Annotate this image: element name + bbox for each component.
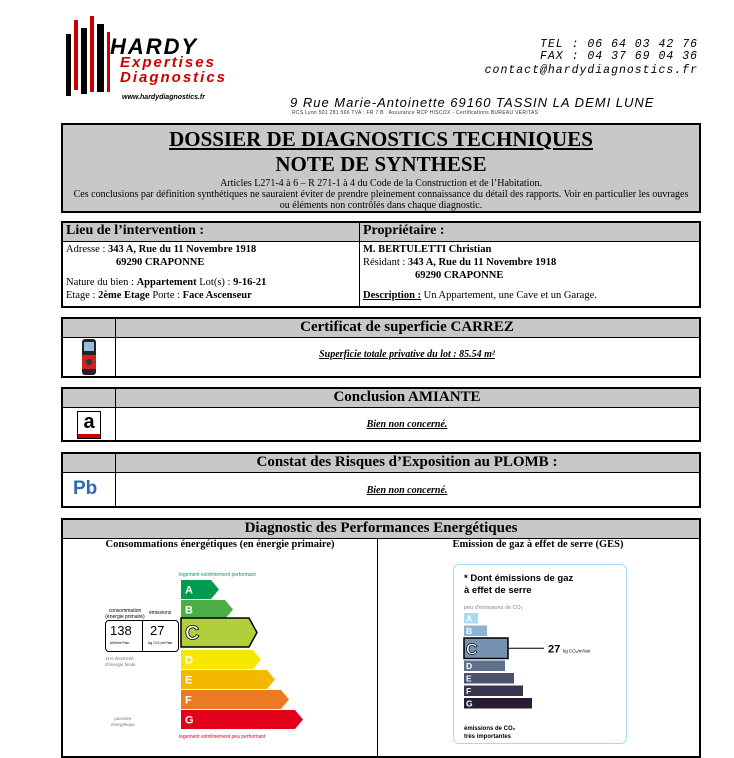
- location-heading: Lieu de l’intervention :: [66, 223, 205, 238]
- energy-bars: [103, 568, 363, 748]
- location-details: Adresse : 343 A, Rue du 11 Novembre 1918 69290 CRAPONNE Nature du bien : Appartement Lot(s) : 9-16-21 Etage : 2ème Etage Porte : Face Ascenseur: [66, 243, 356, 302]
- consumption-value: 138: [110, 623, 132, 638]
- ges-top-label: peu d'émissions de CO₂: [464, 605, 523, 611]
- ges-bar-letter-f: F: [466, 686, 472, 696]
- owner-city: 69290 CRAPONNE: [415, 270, 504, 281]
- energy-bar-letter-b: B: [185, 604, 193, 617]
- location-city: 69290 CRAPONNE: [116, 257, 205, 268]
- ges-title: * Dont émissions de gaz à effet de serre: [464, 573, 574, 596]
- document-title: DOSSIER DE DIAGNOSTICS TECHNIQUES: [169, 127, 593, 151]
- energy-bar-letter-c: C: [185, 622, 200, 645]
- disclaimer-text: Ces conclusions par définition synthétiques ne sauraient éviter de prendre pleinement connaissance du détail des rapports. Voir en particulier les ouvrages ou éléments non contrôlés dans chaque diagnostic.: [73, 189, 689, 211]
- energy-performance-section: [61, 518, 701, 758]
- asbestos-section: [61, 387, 701, 442]
- ges-bottom-label: émissions de CO₂ très importantes: [464, 726, 516, 740]
- ges-bar-letter-a: A: [466, 613, 473, 624]
- fax-number: FAX : 04 37 69 04 36: [539, 50, 698, 63]
- property-description: Un Appartement, une Cave et un Garage.: [421, 290, 597, 301]
- company-logo: [62, 14, 262, 104]
- logo-expertises: Expertises: [120, 54, 216, 71]
- energy-bar-letter-a: A: [185, 584, 193, 597]
- owner-details: M. BERTULETTI Christian Résidant : 343 A, Rue du 11 Novembre 1918 69290 CRAPONNE Description : Un Appartement, une Cave et un Garage.: [363, 243, 693, 302]
- energy-label: [103, 568, 363, 748]
- carrez-section: [61, 317, 701, 378]
- owner-address: 343 A, Rue du 11 Novembre 1918: [407, 257, 557, 268]
- logo-diagnostics: Diagnostics: [120, 69, 228, 86]
- laser-meter-icon: [79, 339, 99, 375]
- emission-unit-small: kg CO₂/m²/an: [148, 640, 173, 645]
- ges-value: 27: [548, 643, 561, 656]
- consumption-unit: kWh/m²/an: [110, 640, 130, 645]
- consumption-caption: consommation (énergie primaire): [105, 608, 145, 620]
- asbestos-icon: a: [77, 411, 101, 439]
- ges-label: [453, 564, 627, 744]
- ges-bar-letter-e: E: [466, 673, 472, 684]
- property-door: Face Ascenseur: [182, 290, 252, 301]
- energy-bar-d: [181, 650, 261, 669]
- energy-bar-letter-d: D: [185, 654, 193, 667]
- phone-number: TEL : 06 64 03 42 76: [539, 38, 698, 51]
- document-subtitle: NOTE DE SYNTHESE: [275, 152, 487, 176]
- ges-bars: [454, 565, 628, 745]
- ges-bar-letter-g: G: [466, 698, 473, 709]
- consumption-heading: Consommations énergétiques (en énergie primaire): [105, 539, 335, 550]
- carrez-heading: Certificat de superficie CARREZ: [300, 319, 514, 335]
- ges-bar-g: [464, 698, 532, 709]
- ges-unit: kg CO₂/m²/an: [563, 648, 591, 654]
- energy-bar-f: [181, 690, 289, 709]
- energy-note: 11% électricité d'énergie finale: [105, 656, 136, 667]
- asbestos-heading: Conclusion AMIANTE: [333, 389, 481, 405]
- legal-mentions: RCS Lyon 501 281 566 TVA : FR 7 B . Assurance RCP HISCOX - Certifications BUREAU VERITAS: [292, 110, 539, 116]
- ges-bar-letter-b: B: [466, 626, 473, 636]
- property-lots: 9-16-21: [233, 277, 267, 288]
- articles-reference: Articles L271-4 à 6 – R 271-1 à 4 du Code de la Construction et de l’Habitation.: [220, 178, 542, 189]
- lead-heading: Constat des Risques d’Exposition au PLOMB :: [256, 454, 558, 470]
- energy-top-label: logement extrêmement performant: [179, 572, 256, 578]
- energy-bar-letter-e: E: [185, 674, 193, 687]
- energy-bar-e: [181, 670, 275, 689]
- lead-section: [61, 452, 701, 508]
- lead-icon: Pb: [73, 478, 98, 499]
- carrez-result: Superficie totale privative du lot : 85.54 m²: [319, 349, 495, 360]
- asbestos-result: Bien non concerné.: [366, 419, 448, 430]
- emission-value-small: 27: [150, 623, 165, 638]
- lead-result: Bien non concerné.: [366, 485, 448, 496]
- emissions-caption: émissions: [149, 610, 172, 616]
- energy-bar-letter-g: G: [185, 714, 194, 727]
- property-type: Appartement: [136, 277, 197, 288]
- company-address: 9 Rue Marie-Antoinette 69160 TASSIN LA DEMI LUNE: [290, 95, 655, 110]
- property-floor: 2ème Etage: [98, 290, 150, 301]
- passoire-caption: passoire énergétique: [111, 716, 135, 727]
- title-box: [61, 123, 701, 213]
- ges-bar-letter-c: C: [466, 641, 478, 659]
- ges-heading: Emission de gaz à effet de serre (GES): [452, 539, 624, 550]
- owner-name: M. BERTULETTI Christian: [363, 244, 492, 255]
- logo-website: www.hardydiagnostics.fr: [122, 94, 205, 101]
- energy-heading: Diagnostic des Performances Energétiques: [244, 520, 518, 536]
- owner-heading: Propriétaire :: [363, 223, 445, 238]
- location-address: 343 A, Rue du 11 Novembre 1918: [108, 244, 257, 255]
- energy-bottom-label: logement extrêmement peu performant: [179, 734, 266, 740]
- contact-email: contact@hardydiagnostics.fr: [484, 64, 698, 77]
- location-owner-table: [61, 221, 701, 308]
- ges-bar-f: [464, 686, 523, 697]
- logo-hardy: HARDY: [110, 34, 199, 59]
- energy-bar-g: [181, 710, 303, 729]
- ges-bar-letter-d: D: [466, 661, 473, 671]
- energy-bar-letter-f: F: [185, 694, 192, 707]
